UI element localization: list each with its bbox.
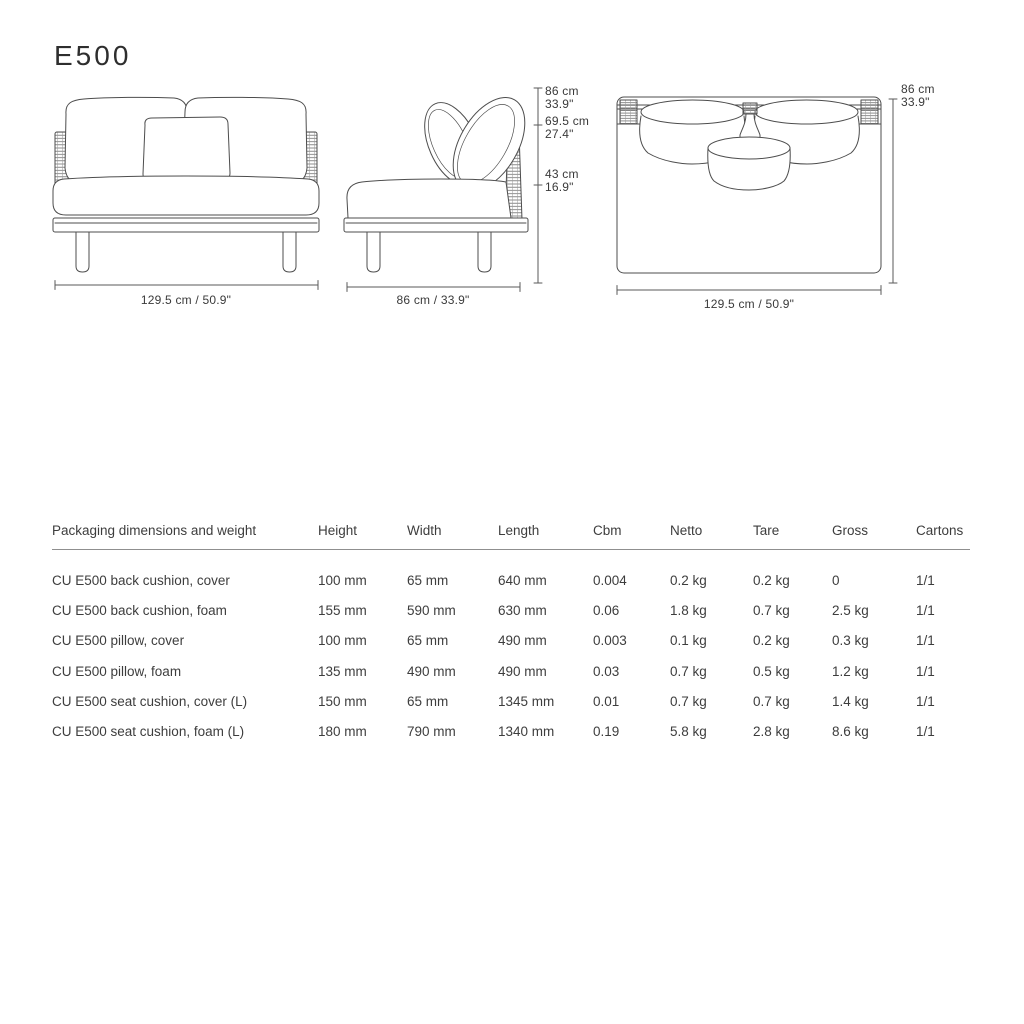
- cell-gross: 8.6 kg: [832, 724, 869, 740]
- cell-cbm: 0.004: [593, 572, 627, 588]
- cell-length: 640 mm: [498, 572, 547, 588]
- base-frame: [344, 218, 528, 232]
- table-row: [52, 565, 970, 595]
- front-width-label: 129.5 cm / 50.9": [140, 293, 232, 307]
- height-dimension-line: [534, 88, 542, 283]
- width-dimension-line: [617, 286, 881, 295]
- side-height-label-in: 16.9": [545, 180, 574, 194]
- cell-length: 490 mm: [498, 633, 547, 649]
- pillow-top: [708, 137, 791, 190]
- cell-length: 1340 mm: [498, 724, 555, 740]
- seat-cushion: [53, 176, 319, 215]
- top-width-label: 129.5 cm / 50.9": [703, 297, 795, 311]
- cell-cbm: 0.003: [593, 633, 627, 649]
- depth-dimension-line: [889, 99, 897, 283]
- cell-height: 155 mm: [318, 602, 367, 618]
- seat-cushion-profile: [347, 179, 511, 218]
- cell-height: 150 mm: [318, 693, 367, 709]
- cell-netto: 5.8 kg: [670, 724, 707, 740]
- cell-tare: 2.8 kg: [753, 724, 790, 740]
- cell-gross: 0: [832, 572, 840, 588]
- cell-cbm: 0.03: [593, 663, 620, 679]
- table-row: [52, 656, 970, 686]
- cell-width: 590 mm: [407, 602, 456, 618]
- pillow: [143, 117, 230, 181]
- cell-height: 100 mm: [318, 572, 367, 588]
- top-depth-label-in: 33.9": [901, 95, 930, 109]
- front-view-drawing: [50, 92, 322, 312]
- cell-width: 65 mm: [407, 633, 449, 649]
- cell-cbm: 0.06: [593, 602, 620, 618]
- cell-length: 630 mm: [498, 602, 547, 618]
- cell-cartons: 1/1: [916, 724, 935, 740]
- cell-width: 790 mm: [407, 724, 456, 740]
- cell-item: CU E500 pillow, cover: [52, 633, 185, 649]
- cell-cartons: 1/1: [916, 663, 935, 679]
- col-header-netto: Netto: [670, 522, 703, 538]
- cell-gross: 0.3 kg: [832, 633, 869, 649]
- base-frame: [53, 218, 319, 232]
- leg: [478, 232, 491, 272]
- leg: [76, 232, 89, 272]
- cell-item: CU E500 seat cushion, foam (L): [52, 724, 245, 740]
- leg: [283, 232, 296, 272]
- table-header-row: [52, 521, 970, 539]
- woven-arm-top: [861, 100, 878, 124]
- cell-cbm: 0.01: [593, 693, 620, 709]
- cell-height: 135 mm: [318, 663, 367, 679]
- cell-netto: 0.1 kg: [670, 633, 707, 649]
- cell-width: 65 mm: [407, 693, 449, 709]
- cell-length: 490 mm: [498, 663, 547, 679]
- cell-length: 1345 mm: [498, 693, 555, 709]
- col-header-cbm: Cbm: [593, 522, 622, 538]
- side-height-label-in: 33.9": [545, 97, 574, 111]
- side-height-label-cm: 43 cm: [545, 167, 579, 181]
- cell-cartons: 1/1: [916, 572, 935, 588]
- cell-item: CU E500 pillow, foam: [52, 663, 182, 679]
- cell-tare: 0.7 kg: [753, 693, 790, 709]
- cell-netto: 0.7 kg: [670, 663, 707, 679]
- side-width-label: 86 cm / 33.9": [396, 293, 470, 307]
- cell-tare: 0.2 kg: [753, 572, 790, 588]
- packaging-table: [52, 521, 970, 747]
- cell-tare: 0.5 kg: [753, 663, 790, 679]
- side-height-label-cm: 86 cm: [545, 84, 579, 98]
- table-row: [52, 626, 970, 656]
- col-header-length: Length: [498, 522, 540, 538]
- leg: [367, 232, 380, 272]
- side-height-label-in: 27.4": [545, 127, 574, 141]
- top-depth-label-cm: 86 cm: [901, 82, 935, 96]
- cell-cartons: 1/1: [916, 602, 935, 618]
- width-dimension-line: [55, 281, 318, 290]
- cell-cartons: 1/1: [916, 633, 935, 649]
- cell-height: 100 mm: [318, 633, 367, 649]
- col-header-tare: Tare: [753, 522, 780, 538]
- side-view-drawing: [340, 80, 602, 312]
- col-header-item: Packaging dimensions and weight: [52, 522, 257, 538]
- cell-width: 490 mm: [407, 663, 456, 679]
- woven-arm-top: [620, 100, 637, 124]
- depth-dimension-line: [347, 283, 520, 292]
- col-header-height: Height: [318, 522, 358, 538]
- table-body: [52, 565, 970, 747]
- cell-gross: 1.4 kg: [832, 693, 869, 709]
- table-row: [52, 716, 970, 746]
- cell-tare: 0.2 kg: [753, 633, 790, 649]
- cell-item: CU E500 back cushion, foam: [52, 602, 227, 618]
- table-row: [52, 595, 970, 625]
- col-header-width: Width: [407, 522, 442, 538]
- top-view-drawing: [608, 78, 948, 315]
- cell-gross: 1.2 kg: [832, 663, 869, 679]
- col-header-cartons: Cartons: [916, 522, 964, 538]
- cell-netto: 1.8 kg: [670, 602, 707, 618]
- cell-cbm: 0.19: [593, 724, 620, 740]
- table-divider: [52, 549, 970, 550]
- cell-tare: 0.7 kg: [753, 602, 790, 618]
- cell-item: CU E500 seat cushion, cover (L): [52, 693, 248, 709]
- cell-cartons: 1/1: [916, 693, 935, 709]
- page-title: E500: [54, 40, 132, 71]
- cell-gross: 2.5 kg: [832, 602, 869, 618]
- cell-item: CU E500 back cushion, cover: [52, 572, 230, 588]
- cell-width: 65 mm: [407, 572, 449, 588]
- cell-netto: 0.2 kg: [670, 572, 707, 588]
- cell-height: 180 mm: [318, 724, 367, 740]
- col-header-gross: Gross: [832, 522, 869, 538]
- side-height-label-cm: 69.5 cm: [545, 114, 590, 128]
- cell-netto: 0.7 kg: [670, 693, 707, 709]
- table-row: [52, 686, 970, 716]
